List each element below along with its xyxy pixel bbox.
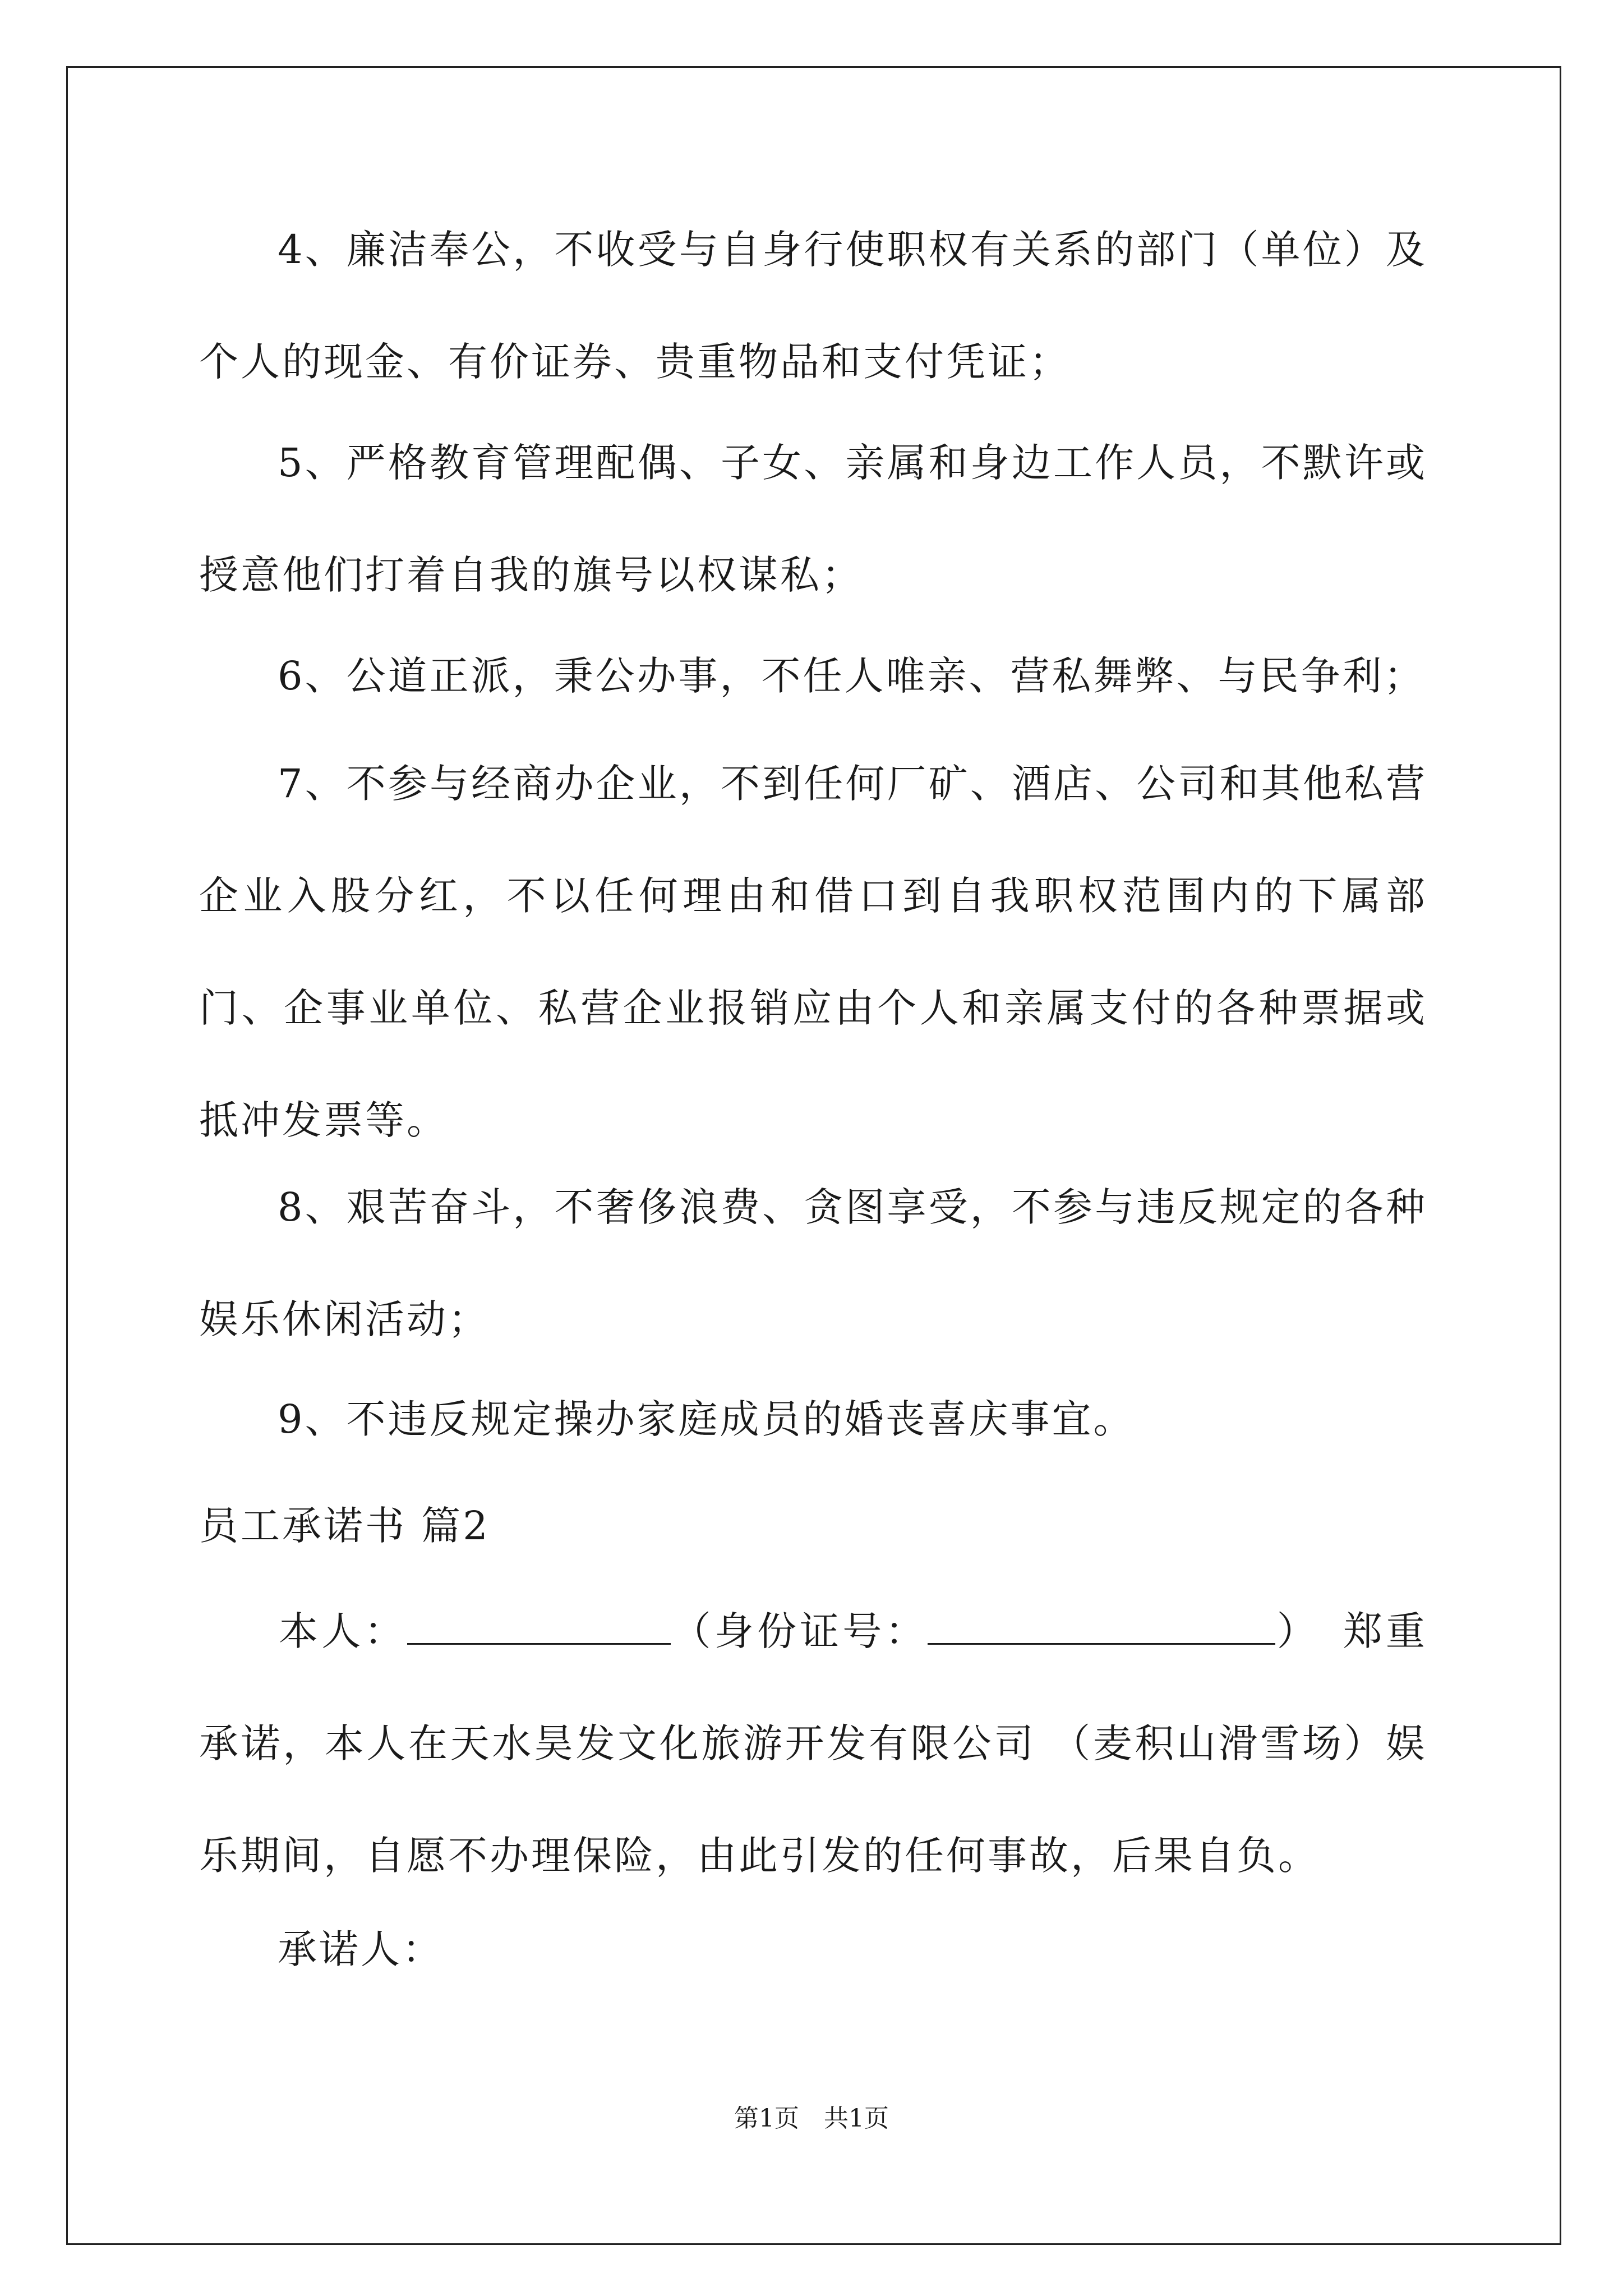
declaration-prefix: 本人： <box>278 1608 407 1654</box>
section-heading: 员工承诺书 篇2 <box>199 1503 490 1549</box>
id-close: ） <box>1275 1608 1320 1654</box>
id-number-blank <box>928 1609 1275 1645</box>
clause-8: 8、艰苦奋斗，不奢侈浪费、贪图享受，不参与违反规定的各种娱乐休闲活动； <box>199 1184 1427 1342</box>
signature-line: 承诺人： <box>278 1926 444 1972</box>
declaration-body: 郑重承诺，本人在天水昊发文化旅游开发有限公司 （麦积山滑雪场）娱乐期间，自愿不办理保险，由此引发的任何事故，后果自负。 <box>199 1608 1428 1879</box>
clause-6: 6、公道正派，秉公办事，不任人唯亲、营私舞弊、与民争利； <box>278 653 1426 699</box>
name-blank <box>407 1609 671 1645</box>
clause-4: 4、廉洁奉公，不收受与自身行使职权有关系的部门（单位）及个人的现金、有价证券、贵重物品和支付凭证； <box>199 227 1427 385</box>
id-label: （身份证号： <box>670 1608 928 1654</box>
clause-9: 9、不违反规定操办家庭成员的婚丧喜庆事宜。 <box>278 1396 1135 1442</box>
clause-5: 5、严格教育管理配偶、子女、亲属和身边工作人员，不默许或授意他们打着自我的旗号以权谋私； <box>199 440 1427 598</box>
clause-7: 7、不参与经商办企业，不到任何厂矿、酒店、公司和其他私营企业入股分红，不以任何理由和借口到自我职权范围内的下属部门、企事业单位、私营企业报销应由个人和亲属支付的各种票据或抵冲发票等。 <box>199 761 1427 1143</box>
declaration-paragraph <box>199 1575 1427 1912</box>
page-footer: 第1页 共1页 <box>734 2104 889 2133</box>
